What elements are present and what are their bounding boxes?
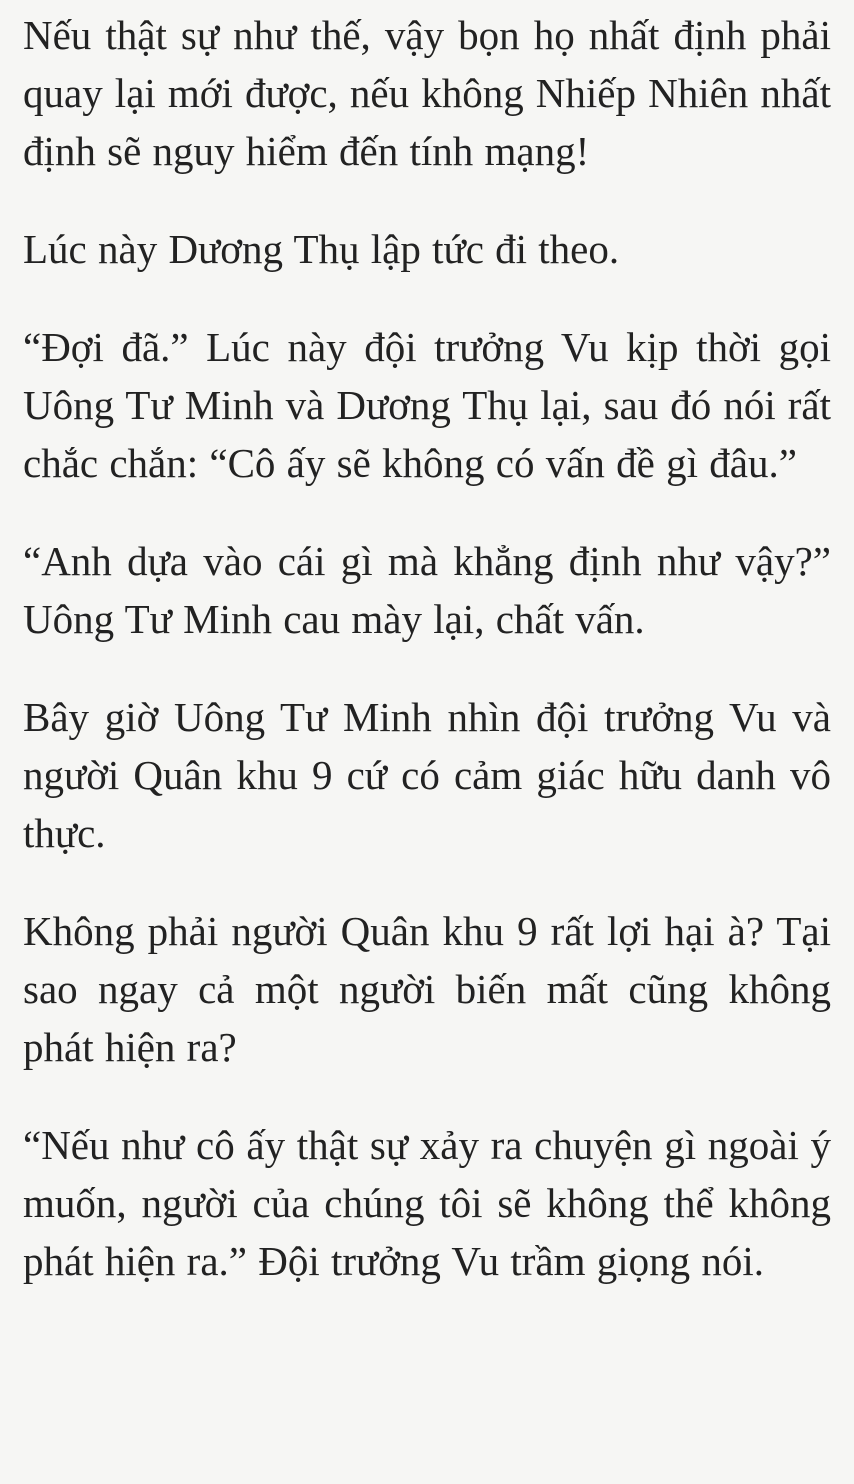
paragraph: Lúc này Dương Thụ lập tức đi theo. [23,226,620,272]
paragraph: “Anh dựa vào cái gì mà khẳng định như vậy?” Uông Tư Minh cau mày lại, chất vấn. [23,538,831,642]
paragraph: “Nếu như cô ấy thật sự xảy ra chuyện gì ngoài ý muốn, người của chúng tôi sẽ không thể không phát hiện ra.” Đội trưởng Vu trầm giọng nói. [23,1122,831,1284]
paragraph: Nếu thật sự như thế, vậy bọn họ nhất định phải quay lại mới được, nếu không Nhiếp Nhiên nhất định sẽ nguy hiểm đến tính mạng! [23,12,831,174]
paragraph: Bây giờ Uông Tư Minh nhìn đội trưởng Vu và người Quân khu 9 cứ có cảm giác hữu danh vô thực. [23,694,831,856]
paragraph: Không phải người Quân khu 9 rất lợi hại à? Tại sao ngay cả một người biến mất cũng không phát hiện ra? [23,908,831,1070]
paragraph: “Đợi đã.” Lúc này đội trưởng Vu kịp thời gọi Uông Tư Minh và Dương Thụ lại, sau đó nói rất chắc chắn: “Cô ấy sẽ không có vấn đề gì đâu.” [23,324,831,486]
